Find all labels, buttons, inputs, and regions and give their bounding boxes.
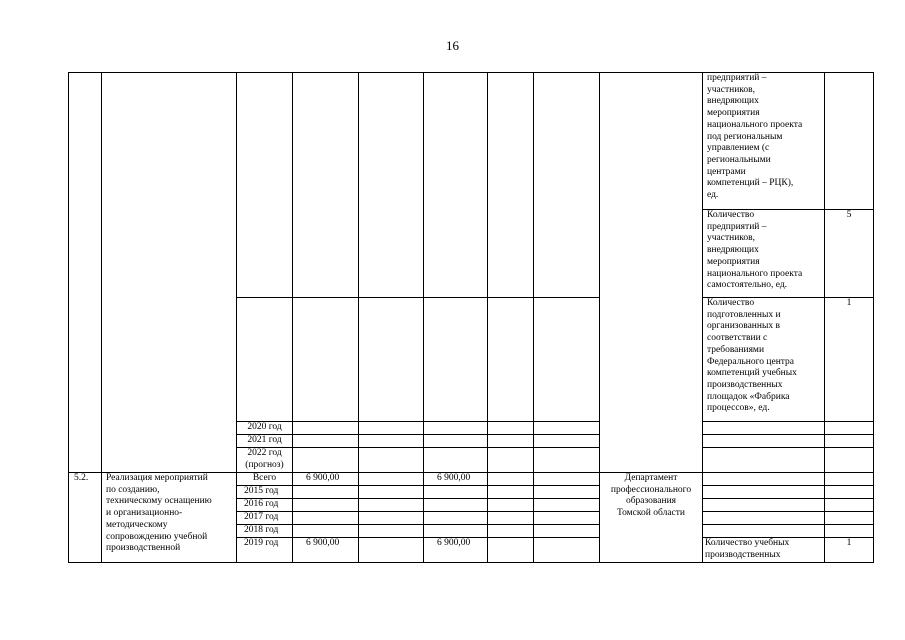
year-2022: 2022 год (прогноз) xyxy=(245,448,284,470)
total-regional: 6 900,00 xyxy=(437,473,471,483)
measure-name: Реализация мероприятий по созданию, техническому оснащению и организационно- методическому сопровождению учебной производственной xyxy=(106,473,212,554)
executor: Департамент профессионального образования Томской области xyxy=(610,473,692,519)
year-2015: 2015 год xyxy=(244,486,279,496)
indicator-3-value: 1 xyxy=(846,298,852,308)
year-2018: 2018 год xyxy=(244,525,279,535)
indicator-3-text: Количество подготовленных и организованных в соответствии с требованиями Федерального центра компетенций учебных производственных площадок «Фабрика процессов», ед. xyxy=(707,298,797,414)
row-b-indicator-value: 1 xyxy=(846,538,852,548)
year-2016: 2016 год xyxy=(244,499,279,509)
year-2017: 2017 год xyxy=(244,512,279,522)
total-sum: 6 900,00 xyxy=(306,473,340,483)
row-number: 5.2. xyxy=(74,473,89,483)
y2019-sum: 6 900,00 xyxy=(306,538,340,548)
row-b-indicator: Количество учебных производственных xyxy=(705,538,790,560)
indicator-2-value: 5 xyxy=(846,210,852,220)
year-2019: 2019 год xyxy=(244,538,279,548)
year-2021: 2021 год xyxy=(247,435,282,445)
year-total: Всего xyxy=(252,473,277,483)
indicator-2-text: Количество предприятий – участников, внедряющих мероприятия национального проекта самостоятельно, ед. xyxy=(707,210,803,291)
year-2020: 2020 год xyxy=(247,422,282,432)
y2019-regional: 6 900,00 xyxy=(437,538,471,548)
page-number: 16 xyxy=(446,38,459,53)
indicator-1-text: предприятий – участников, внедряющих мероприятия национального проекта под региональным управлением (с региональными центрами компетенций – РЦК), ед. xyxy=(707,73,803,201)
